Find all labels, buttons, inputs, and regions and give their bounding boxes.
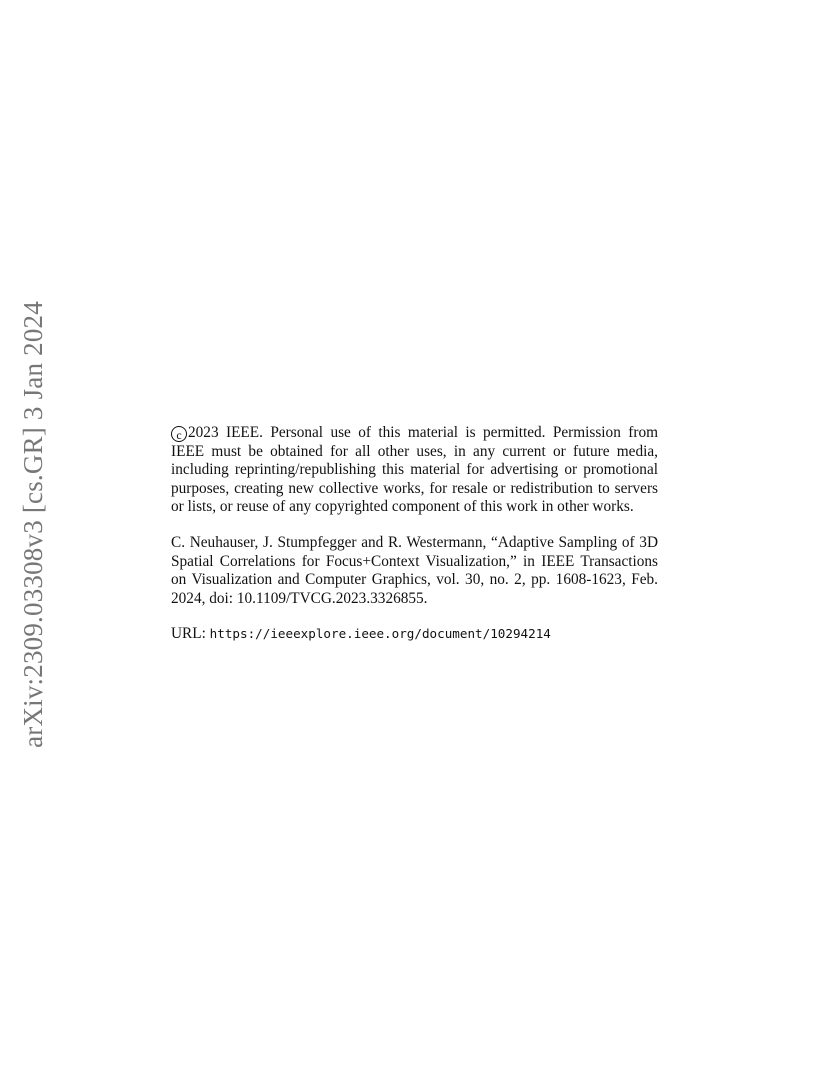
- citation-paragraph: [171, 534, 658, 608]
- copyright-notice-block: [171, 424, 658, 644]
- copyright-notice-paragraph: [171, 424, 658, 517]
- url-label: URL:: [171, 625, 210, 643]
- url-paragraph: [171, 625, 658, 644]
- copyright-notice-text: 2023 IEEE. Personal use of this material is permitted. Permission from IEEE must be obtained for all other uses, in any current or future media, including reprinting/republishing this material for advertising or promotional purposes, creating new collective works, for resale or redistribution to servers or lists, or reuse of any copyrighted component of this work in other works.: [171, 424, 658, 516]
- arxiv-identifier-stamp: [13, 298, 53, 750]
- citation-text: C. Neuhauser, J. Stumpfegger and R. Westermann, “Adaptive Sampling of 3D Spatial Correlations for Focus+Context Visualization,” in IEEE Transactions on Visualization and Computer Graphics, vol. 30, no. 2, pp. 1608-1623, Feb. 2024, doi: 10.1109/TVCG.2023.3326855.: [171, 533, 658, 607]
- arxiv-identifier-text: arXiv:2309.03308v3 [cs.GR] 3 Jan 2024: [17, 300, 48, 748]
- copyright-icon: c: [171, 426, 187, 442]
- ieee-document-link[interactable]: https://ieeexplore.ieee.org/document/10294214: [209, 626, 551, 642]
